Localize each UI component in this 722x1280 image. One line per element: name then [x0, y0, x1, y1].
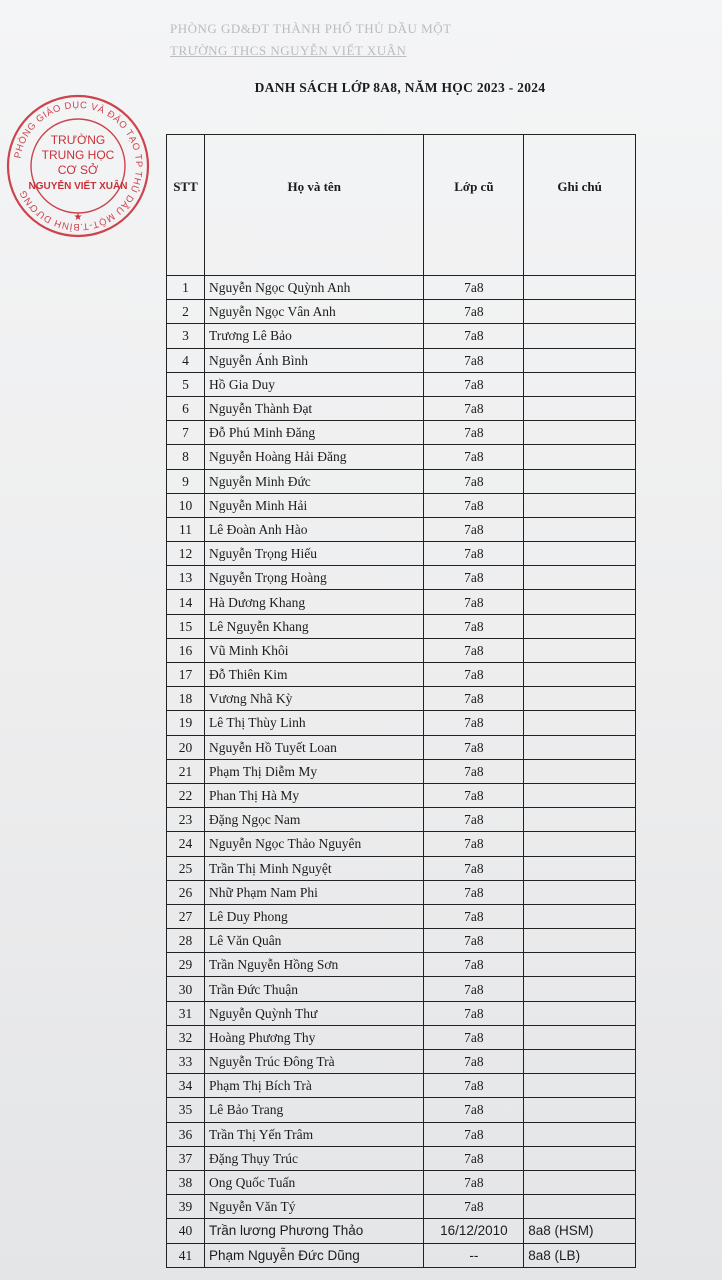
- school-name: TRƯỜNG THCS NGUYỄN VIẾT XUÂN: [170, 43, 407, 58]
- cell-old-class: 7a8: [424, 372, 524, 396]
- cell-name: Nguyễn Minh Đức: [204, 469, 424, 493]
- cell-note: 8a8 (HSM): [524, 1219, 636, 1243]
- cell-stt: 16: [167, 638, 205, 662]
- cell-stt: 6: [167, 396, 205, 420]
- table-row: [167, 663, 636, 687]
- cell-stt: 27: [167, 904, 205, 928]
- table-row: [167, 856, 636, 880]
- table-row: [167, 1146, 636, 1170]
- cell-name: Trần Thị Minh Nguyệt: [204, 856, 424, 880]
- cell-name: Trần lương Phương Thảo: [204, 1219, 424, 1243]
- cell-stt: 22: [167, 783, 205, 807]
- cell-old-class: 7a8: [424, 1195, 524, 1219]
- table-row: [167, 808, 636, 832]
- cell-note: [524, 1074, 636, 1098]
- cell-old-class: 7a8: [424, 1074, 524, 1098]
- cell-note: [524, 687, 636, 711]
- cell-name: Nguyễn Ngọc Thảo Nguyên: [204, 832, 424, 856]
- cell-name: Đặng Thụy Trúc: [204, 1146, 424, 1170]
- cell-old-class: 7a8: [424, 396, 524, 420]
- cell-note: [524, 1098, 636, 1122]
- cell-name: Nguyễn Minh Hải: [204, 493, 424, 517]
- cell-old-class: 7a8: [424, 590, 524, 614]
- cell-old-class: --: [424, 1243, 524, 1267]
- cell-name: Nguyễn Hoàng Hải Đăng: [204, 445, 424, 469]
- cell-stt: 31: [167, 1001, 205, 1025]
- cell-note: [524, 324, 636, 348]
- table-row: [167, 1025, 636, 1049]
- table-row: [167, 711, 636, 735]
- cell-name: Trương Lê Bảo: [204, 324, 424, 348]
- cell-note: [524, 832, 636, 856]
- table-header-row: [167, 135, 636, 276]
- table-row: [167, 566, 636, 590]
- table-row: [167, 300, 636, 324]
- cell-note: [524, 276, 636, 300]
- cell-note: [524, 372, 636, 396]
- cell-stt: 21: [167, 759, 205, 783]
- cell-old-class: 7a8: [424, 832, 524, 856]
- cell-stt: 33: [167, 1050, 205, 1074]
- cell-old-class: 7a8: [424, 542, 524, 566]
- table-row: [167, 735, 636, 759]
- cell-stt: 36: [167, 1122, 205, 1146]
- cell-old-class: 7a8: [424, 929, 524, 953]
- cell-note: 8a8 (LB): [524, 1243, 636, 1267]
- letterhead: [170, 18, 530, 62]
- cell-stt: 23: [167, 808, 205, 832]
- cell-note: [524, 1025, 636, 1049]
- cell-stt: 12: [167, 542, 205, 566]
- cell-note: [524, 517, 636, 541]
- cell-name: Lê Văn Quân: [204, 929, 424, 953]
- cell-old-class: 7a8: [424, 566, 524, 590]
- cell-stt: 37: [167, 1146, 205, 1170]
- cell-stt: 38: [167, 1170, 205, 1194]
- table-row: [167, 517, 636, 541]
- cell-note: [524, 977, 636, 1001]
- cell-stt: 24: [167, 832, 205, 856]
- cell-note: [524, 1122, 636, 1146]
- cell-stt: 35: [167, 1098, 205, 1122]
- cell-name: Lê Nguyễn Khang: [204, 614, 424, 638]
- table-row: [167, 759, 636, 783]
- cell-old-class: 7a8: [424, 880, 524, 904]
- table-row: [167, 1219, 636, 1243]
- cell-note: [524, 808, 636, 832]
- cell-old-class: 7a8: [424, 1050, 524, 1074]
- cell-old-class: 7a8: [424, 663, 524, 687]
- cell-old-class: 7a8: [424, 1146, 524, 1170]
- table-row: [167, 372, 636, 396]
- cell-stt: 41: [167, 1243, 205, 1267]
- cell-old-class: 16/12/2010: [424, 1219, 524, 1243]
- seal-line1: TRƯỜNG: [50, 133, 106, 147]
- cell-name: Vũ Minh Khôi: [204, 638, 424, 662]
- department-name: PHÒNG GD&ĐT THÀNH PHỐ THỦ DẦU MỘT: [170, 21, 452, 36]
- table-row: [167, 1122, 636, 1146]
- table-row: [167, 445, 636, 469]
- cell-name: Phạm Thị Bích Trà: [204, 1074, 424, 1098]
- class-roster-table: [166, 134, 636, 1268]
- cell-note: [524, 590, 636, 614]
- cell-old-class: 7a8: [424, 783, 524, 807]
- cell-stt: 15: [167, 614, 205, 638]
- cell-stt: 11: [167, 517, 205, 541]
- cell-stt: 3: [167, 324, 205, 348]
- table-row: [167, 614, 636, 638]
- cell-old-class: 7a8: [424, 1001, 524, 1025]
- cell-note: [524, 663, 636, 687]
- table-row: [167, 469, 636, 493]
- cell-old-class: 7a8: [424, 638, 524, 662]
- cell-note: [524, 566, 636, 590]
- document-title: DANH SÁCH LỚP 8A8, NĂM HỌC 2023 - 2024: [254, 80, 546, 95]
- header-old-class: Lớp cũ: [424, 135, 524, 276]
- cell-note: [524, 856, 636, 880]
- cell-old-class: 7a8: [424, 517, 524, 541]
- cell-name: Nguyễn Ánh Bình: [204, 348, 424, 372]
- seal-line3: CƠ SỞ: [57, 163, 99, 177]
- cell-name: Nguyễn Trúc Đông Trà: [204, 1050, 424, 1074]
- cell-note: [524, 493, 636, 517]
- cell-stt: 30: [167, 977, 205, 1001]
- cell-stt: 26: [167, 880, 205, 904]
- cell-name: Nguyễn Văn Tý: [204, 1195, 424, 1219]
- cell-stt: 40: [167, 1219, 205, 1243]
- cell-old-class: 7a8: [424, 324, 524, 348]
- cell-note: [524, 638, 636, 662]
- cell-note: [524, 1170, 636, 1194]
- cell-name: Hồ Gia Duy: [204, 372, 424, 396]
- cell-name: Nguyễn Thành Đạt: [204, 396, 424, 420]
- cell-note: [524, 904, 636, 928]
- cell-old-class: 7a8: [424, 614, 524, 638]
- header-name: Họ và tên: [204, 135, 424, 276]
- cell-note: [524, 783, 636, 807]
- cell-note: [524, 396, 636, 420]
- cell-name: Ong Quốc Tuấn: [204, 1170, 424, 1194]
- cell-old-class: 7a8: [424, 977, 524, 1001]
- cell-stt: 10: [167, 493, 205, 517]
- table-row: [167, 348, 636, 372]
- cell-name: Nguyễn Ngọc Quỳnh Anh: [204, 276, 424, 300]
- cell-stt: 5: [167, 372, 205, 396]
- cell-note: [524, 300, 636, 324]
- table-row: [167, 1170, 636, 1194]
- cell-old-class: 7a8: [424, 856, 524, 880]
- cell-name: Lê Bảo Trang: [204, 1098, 424, 1122]
- table-row: [167, 687, 636, 711]
- cell-note: [524, 614, 636, 638]
- cell-note: [524, 348, 636, 372]
- cell-stt: 32: [167, 1025, 205, 1049]
- seal-line2: TRUNG HỌC: [41, 148, 115, 162]
- cell-note: [524, 1146, 636, 1170]
- table-row: [167, 493, 636, 517]
- cell-stt: 39: [167, 1195, 205, 1219]
- cell-name: Nguyễn Quỳnh Thư: [204, 1001, 424, 1025]
- cell-name: Hà Dương Khang: [204, 590, 424, 614]
- table-row: [167, 1243, 636, 1267]
- cell-name: Phạm Thị Diễm My: [204, 759, 424, 783]
- header-note: Ghi chú: [524, 135, 636, 276]
- cell-stt: 1: [167, 276, 205, 300]
- table-row: [167, 1098, 636, 1122]
- seal-ring-text: PHÒNG GIÁO DỤC VÀ ĐÀO TẠO TP THỦ DẦU MỘT-T.BÌNH DƯƠNG: [12, 99, 145, 233]
- cell-old-class: 7a8: [424, 687, 524, 711]
- table-row: [167, 929, 636, 953]
- cell-old-class: 7a8: [424, 1170, 524, 1194]
- cell-note: [524, 421, 636, 445]
- cell-note: [524, 759, 636, 783]
- seal-line4: NGUYỄN VIẾT XUÂN: [28, 181, 128, 192]
- cell-stt: 20: [167, 735, 205, 759]
- cell-old-class: 7a8: [424, 300, 524, 324]
- table-row: [167, 1074, 636, 1098]
- cell-stt: 29: [167, 953, 205, 977]
- table-row: [167, 1050, 636, 1074]
- cell-old-class: 7a8: [424, 469, 524, 493]
- table-row: [167, 783, 636, 807]
- cell-name: Nguyễn Trọng Hoàng: [204, 566, 424, 590]
- table-row: [167, 832, 636, 856]
- cell-old-class: 7a8: [424, 953, 524, 977]
- table-row: [167, 1001, 636, 1025]
- cell-stt: 28: [167, 929, 205, 953]
- table-row: [167, 396, 636, 420]
- cell-note: [524, 1195, 636, 1219]
- cell-name: Phạm Nguyễn Đức Dũng: [204, 1243, 424, 1267]
- cell-note: [524, 469, 636, 493]
- cell-stt: 18: [167, 687, 205, 711]
- cell-stt: 4: [167, 348, 205, 372]
- cell-name: Nhữ Phạm Nam Phi: [204, 880, 424, 904]
- cell-stt: 13: [167, 566, 205, 590]
- cell-old-class: 7a8: [424, 759, 524, 783]
- cell-name: Đỗ Thiên Kim: [204, 663, 424, 687]
- cell-note: [524, 542, 636, 566]
- cell-name: Lê Thị Thùy Linh: [204, 711, 424, 735]
- table-row: [167, 638, 636, 662]
- cell-old-class: 7a8: [424, 493, 524, 517]
- cell-note: [524, 711, 636, 735]
- cell-stt: 25: [167, 856, 205, 880]
- cell-name: Nguyễn Trọng Hiếu: [204, 542, 424, 566]
- cell-note: [524, 880, 636, 904]
- cell-note: [524, 929, 636, 953]
- cell-note: [524, 1050, 636, 1074]
- cell-old-class: 7a8: [424, 276, 524, 300]
- table-row: [167, 977, 636, 1001]
- cell-stt: 8: [167, 445, 205, 469]
- table-row: [167, 276, 636, 300]
- cell-old-class: 7a8: [424, 711, 524, 735]
- cell-note: [524, 735, 636, 759]
- cell-old-class: 7a8: [424, 904, 524, 928]
- table-row: [167, 904, 636, 928]
- cell-name: Trần Đức Thuận: [204, 977, 424, 1001]
- cell-name: Đỗ Phú Minh Đăng: [204, 421, 424, 445]
- table-row: [167, 880, 636, 904]
- table-row: [167, 590, 636, 614]
- seal-star-icon: ★: [73, 212, 83, 223]
- cell-name: Lê Đoàn Anh Hào: [204, 517, 424, 541]
- cell-old-class: 7a8: [424, 735, 524, 759]
- cell-old-class: 7a8: [424, 445, 524, 469]
- cell-note: [524, 1001, 636, 1025]
- cell-name: Lê Duy Phong: [204, 904, 424, 928]
- cell-name: Vương Nhã Kỳ: [204, 687, 424, 711]
- cell-old-class: 7a8: [424, 808, 524, 832]
- cell-stt: 19: [167, 711, 205, 735]
- table-row: [167, 324, 636, 348]
- cell-name: Trần Thị Yến Trâm: [204, 1122, 424, 1146]
- cell-name: Nguyễn Ngọc Vân Anh: [204, 300, 424, 324]
- table-row: [167, 1195, 636, 1219]
- cell-old-class: 7a8: [424, 1025, 524, 1049]
- cell-old-class: 7a8: [424, 1122, 524, 1146]
- cell-note: [524, 953, 636, 977]
- school-seal-stamp: [4, 92, 152, 240]
- cell-stt: 2: [167, 300, 205, 324]
- table-body: [167, 276, 636, 1268]
- cell-name: Phan Thị Hà My: [204, 783, 424, 807]
- table-row: [167, 542, 636, 566]
- cell-stt: 7: [167, 421, 205, 445]
- cell-stt: 17: [167, 663, 205, 687]
- table-row: [167, 953, 636, 977]
- cell-stt: 9: [167, 469, 205, 493]
- cell-old-class: 7a8: [424, 421, 524, 445]
- table-row: [167, 421, 636, 445]
- cell-old-class: 7a8: [424, 348, 524, 372]
- cell-stt: 34: [167, 1074, 205, 1098]
- cell-name: Đặng Ngọc Nam: [204, 808, 424, 832]
- cell-old-class: 7a8: [424, 1098, 524, 1122]
- header-stt: STT: [167, 135, 205, 276]
- cell-name: Hoàng Phương Thy: [204, 1025, 424, 1049]
- cell-name: Nguyễn Hồ Tuyết Loan: [204, 735, 424, 759]
- cell-note: [524, 445, 636, 469]
- cell-name: Trần Nguyễn Hồng Sơn: [204, 953, 424, 977]
- cell-stt: 14: [167, 590, 205, 614]
